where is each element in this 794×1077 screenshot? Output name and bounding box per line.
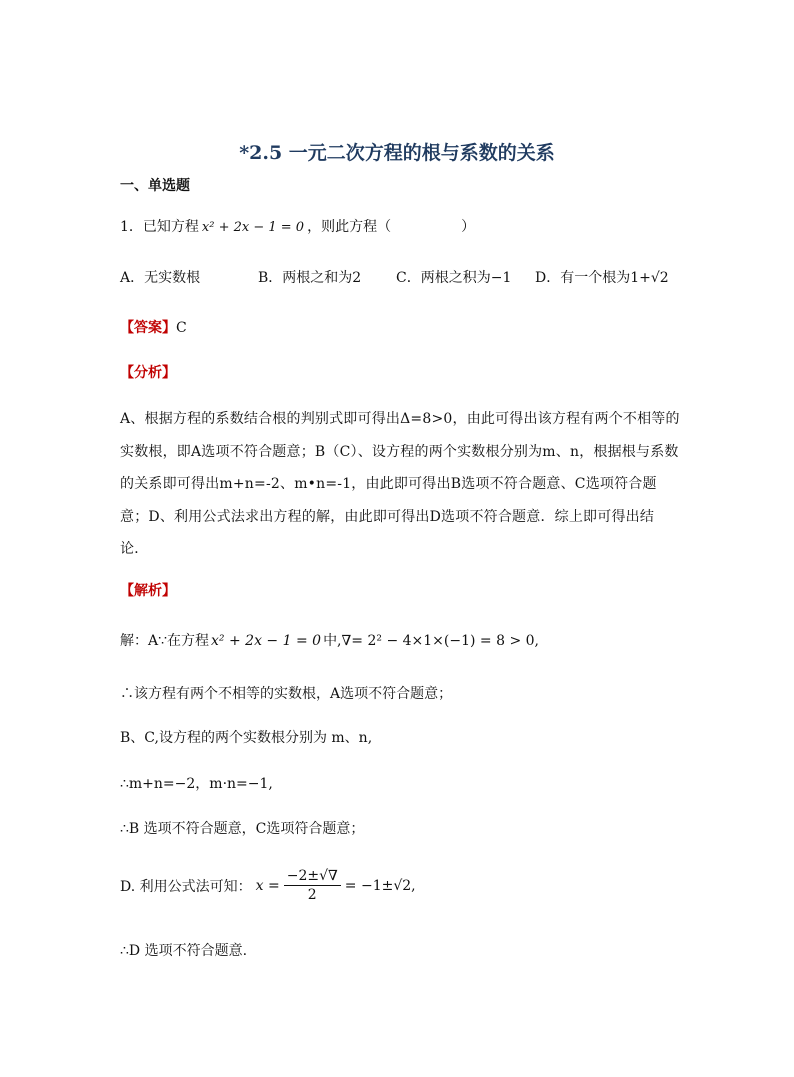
fraction-denominator: 2 [307,887,317,903]
solution-line-1 [120,630,539,650]
line1-calc: ∇= 2² − 4×1×(−1) = 8 > 0, [341,633,539,649]
answer-label: 【答案】 [120,320,176,336]
line6-result: = −1±√2, [344,877,416,894]
solution-label: 【解析】 [120,583,176,599]
stem-suffix: ，则此方程（ ） [307,219,476,235]
section-heading: 一、单选题 [120,178,190,194]
option-c: C．两根之积为−1 [396,270,512,286]
answer-value: C [176,320,187,336]
solution-line-3: B、C,设方程的两个实数根分别为 m、n, [120,730,373,746]
quadratic-formula-fraction [284,868,341,903]
line6-prefix: D. 利用公式法可知： [120,878,252,895]
question-stem [120,216,475,236]
solution-line-5: ∴B 选项不符合题意，C选项符合题意； [120,821,365,837]
page-title: *2.5 一元二次方程的根与系数的关系 [239,142,555,164]
answer-line [120,317,187,337]
stem-equation: x² + 2x − 1 = 0 [201,220,305,235]
option-d: D．有一个根为1+√2 [535,270,669,286]
stem-prefix: 1．已知方程 [120,219,199,235]
solution-line-2: ∴该方程有两个不相等的实数根，A选项不符合题意； [120,686,453,702]
solution-line-4: ∴m+n=−2，m·n=−1, [120,776,273,792]
x-variable: x = [255,877,280,894]
solution-line-7: ∴D 选项不符合题意. [120,943,248,959]
line1-mid: 中, [323,633,342,649]
fraction-numerator: −2±√∇ [284,868,341,886]
option-b: B．两根之和为2 [258,270,362,286]
line1-prefix: 解：A∵在方程 [120,633,210,649]
analysis-text: A、根据方程的系数结合根的判别式即可得出Δ=8>0，由此可得出该方程有两个不相等的实数根，即A选项不符合题意；B（C）、设方程的两个实数根分别为m、n，根据根与系数的关系即可得出m+n=-2、m•n=-1，由此即可得出B选项不符合题意、C选项符合题意；D、利用公式法求出方程的解，由此即可得出D选项不符合题意．综上即可得出结论． [120,411,680,557]
analysis-label: 【分析】 [120,365,176,381]
option-a: A．无实数根 [120,270,201,286]
line1-equation: x² + 2x − 1 = 0 [211,633,322,649]
solution-line-6 [120,868,416,903]
